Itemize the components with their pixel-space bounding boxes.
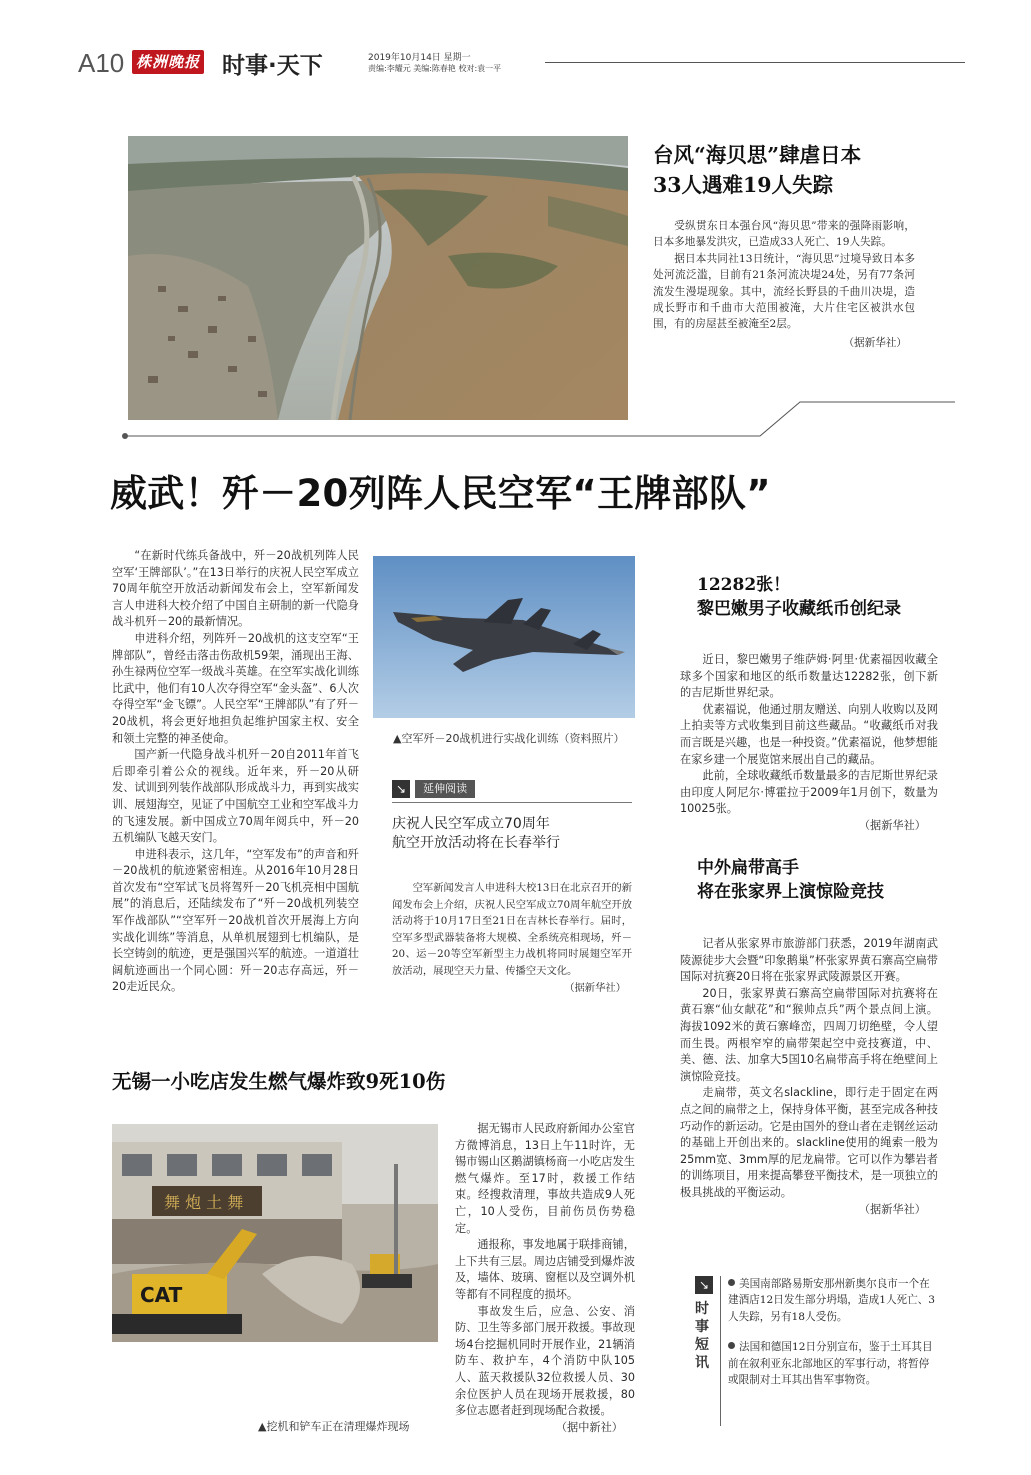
wuxi-paragraph: 据无锡市人民政府新闻办公室官方微博消息，13日上午11时许，无锡市锡山区鹅湖镇杨商一小吃店发生燃气爆炸。至17时，救援工作结束。经搜救清理，事故共造成9人死亡，10人受伤，目前伤员伤势稳定。 (455, 1122, 635, 1235)
slackline-paragraph: 记者从张家界市旅游部门获悉，2019年湖南武陵源徒步大会暨“印象鹅巢”杯张家界黄石寨高空扁带国际对抗赛20日将在张家界武陵源景区开赛。 (680, 937, 938, 984)
wuxi-paragraph: 通报称，事发地属于联排商铺，上下共有三层。周边店铺受到爆炸波及，墙体、玻璃、窗框以及空调外机等都有不同程度的损坏。 (455, 1238, 635, 1301)
page-header (0, 0, 1031, 80)
slackline-title (697, 856, 884, 904)
j20-paragraph: 申进科介绍，列阵歼－20战机的这支空军“王牌部队”，曾经击落击伤敌机59架，涌现出王海、孙生禄两位空军一级战斗英雄。在空军实战化训练比武中，他们有10人次夺得空军“金头盔”、6人次夺得空军“金飞镖”。人民空军“王牌部队”有了歼－20战机，将会更好地担负起维护国家主权、安全和领土完整的神圣使命。 (112, 631, 359, 745)
typhoon-title-line2: 33人遇难19人失踪 (653, 173, 834, 197)
bullet-icon (728, 1279, 735, 1286)
divider-line (120, 398, 960, 442)
typhoon-source: （据新华社） (843, 336, 907, 349)
slackline-title-line2: 将在张家界上演惊险竞技 (697, 882, 884, 902)
extended-title-line2: 航空开放活动将在长春举行 (392, 835, 560, 851)
header-date: 2019年10月14日 星期一 (368, 53, 471, 63)
extended-source: （据新华社） (564, 981, 626, 994)
j20-headline: 威武！歼－20列阵人民空军“王牌部队” (110, 472, 771, 515)
slackline-paragraph: 20日，张家界黄石寨高空扁带国际对抗赛将在黄石寨“仙女献花”和“猴帅点兵”两个景点间上演。海拔1092米的黄石寨峰峦，四周刀切绝壁，令人望而生畏。两根窄窄的扁带架起空中竞技赛道，中、美、德、法、加拿大5国10名扁带高手将在绝壁间上演惊险竞技。 (680, 986, 938, 1083)
wuxi-source: （据中新社） (555, 1420, 623, 1434)
typhoon-article (653, 218, 915, 351)
briefs-list (728, 1276, 938, 1388)
briefs-label: 时事短讯 (695, 1301, 709, 1371)
j20-paragraph: “在新时代练兵备战中，歼－20战机列阵人民空军‘王牌部队’。”在13日举行的庆祝人民空军成立70周年航空开放活动新闻发布会上，空军新闻发言人申进科大校介绍了中国自主研制的新一代隐身战斗机歼－20的最新情况。 (112, 549, 359, 629)
paper-logo (132, 50, 204, 74)
banknote-source: （据新华社） (858, 818, 926, 832)
j20-photo (373, 556, 635, 718)
extended-label: 延伸阅读 (415, 780, 475, 798)
typhoon-title (653, 140, 861, 200)
brief-text: 美国南部路易斯安那州新奥尔良市一个在建酒店12日发生部分坍塌，造成1人死亡、3人失踪，另有18人受伤。 (728, 1278, 936, 1323)
slackline-title-line1: 中外扁带高手 (697, 858, 799, 878)
wuxi-paragraph: 事故发生后，应急、公安、消防、卫生等多部门展开救援。事故现场4台挖掘机同时开展作业，21辆消防车、救护车，4个消防中队105人、蓝天救援队32位救援人员、30余位医护人员在现场开展救援，80多位志愿者赶到现场配合救援。 (455, 1304, 635, 1418)
slackline-paragraph: 走扁带，英文名slackline，即行走于固定在两点之间的扁带之上，保持身体平衡，甚至完成各种技巧动作的新运动。它是由国外的登山者在走钢丝运动的基础上开创出来的。slackline使用的绳索一般为25mm宽、3mm厚的尼龙扁带。它可以作为攀岩者的训练项目，用来提高攀登平衡技术，是一项独立的极具挑战的平衡运动。 (680, 1086, 938, 1199)
extended-reading-tag (392, 778, 475, 798)
wuxi-photo-caption: ▲挖机和铲车正在清理爆炸现场 (258, 1420, 410, 1433)
bullet-icon (728, 1342, 735, 1349)
banknote-title-line1: 12282张！ (697, 575, 791, 595)
extended-title (392, 815, 560, 853)
paper-logo-text: 株洲晚报 (135, 53, 200, 71)
explosion-scene-icon (112, 1124, 438, 1342)
typhoon-paragraph: 受纵贯东日本强台风“海贝思”带来的强降雨影响，日本多地暴发洪灾，已造成33人死亡、19人失踪。 (653, 220, 915, 249)
section-title: 时事·天下 (222, 53, 323, 79)
header-rule (545, 62, 965, 63)
briefs-label-box (695, 1276, 717, 1372)
brief-item (728, 1276, 938, 1325)
slackline-source: （据新华社） (858, 1202, 926, 1216)
extended-paragraph: 空军新闻发言人申进科大校13日在北京召开的新闻发布会上介绍，庆祝人民空军成立70周年航空开放活动将于10月17日至21日在吉林长春举行。届时，空军多型武器装备将大规模、全系统亮相现场，歼－20、运－20等空军新型主力战机将同时展翅空军开放活动，展现空天力量、传播空天文化。 (392, 882, 632, 977)
typhoon-paragraph: 据日本共同社13日统计，“海贝思”过境导致日本多处河流泛滥，目前有21条河流决堤24处，另有77条河流发生漫堤现象。其中，流经长野县的千曲川决堤，造成长野市和千曲市大范围被淹，大片住宅区被洪水包围，有的房屋甚至被淹至2层。 (653, 252, 915, 331)
briefs-divider (720, 1276, 721, 1426)
wuxi-headline: 无锡一小吃店发生燃气爆炸致9死10伤 (112, 1070, 446, 1093)
j20-fighter-icon (373, 556, 635, 718)
briefs-arrow-icon: ↘ (695, 1276, 713, 1294)
extended-rule (392, 802, 632, 803)
typhoon-title-line1: 台风“海贝思”肆虐日本 (653, 143, 862, 167)
header-editors: 责编:李耀元 美编:陈春艳 校对:袁一平 (368, 64, 502, 73)
banknote-paragraph: 此前，全球收藏纸币数量最多的吉尼斯世界纪录由印度人阿尼尔·博霍拉于2009年1月创下，数量为10025张。 (680, 769, 938, 816)
brief-text: 法国和德国12日分别宣布，鉴于土耳其目前在叙利亚东北部地区的军事行动，将暂停或限制对土耳其出售军事物资。 (728, 1341, 933, 1387)
banknote-article (680, 652, 938, 835)
j20-article (112, 548, 359, 996)
slackline-article (680, 936, 938, 1218)
wuxi-article (455, 1121, 635, 1436)
j20-photo-caption: ▲空军歼－20战机进行实战化训练（资料照片） (393, 732, 625, 745)
banknote-title (697, 573, 901, 621)
extended-arrow-icon: ↘ (392, 780, 410, 798)
flood-aerial-icon (128, 136, 628, 420)
banknote-paragraph: 近日，黎巴嫩男子维萨姆·阿里·优素福因收藏全球多个国家和地区的纸币数量达12282张，创下新的吉尼斯世界纪录。 (680, 653, 938, 700)
j20-paragraph: 申进科表示，这几年，“空军发布”的声音和歼－20战机的航迹紧密相连。从2016年10月28日首次发布“空军试飞员将驾歼－20飞机亮相中国航展”的消息后，还陆续发布了“歼－20战机列装空军作战部队”“空军歼－20战机首次开展海上方向实战化训练”等消息，从单机展翅到七机编队，是长空铸剑的航迹，更是强国兴军的航迹。一道道壮阔航迹画出一个同心圆：歼－20志存高远，歼－20走近民众。 (112, 847, 359, 994)
wuxi-photo (112, 1124, 438, 1342)
j20-paragraph: 国产新一代隐身战斗机歼－20自2011年首飞后即牵引着公众的视线。近年来，歼－20从研发、试训到列装作战部队形成战斗力，再到实战实训、展翅海空，见证了中国航空工业和空军战斗力的飞速发展。新中国成立70周年阅兵中，歼－20五机编队飞越天安门。 (112, 748, 359, 845)
page-number: A10 (78, 48, 125, 78)
banknote-title-line2: 黎巴嫩男子收藏纸币创纪录 (697, 599, 901, 619)
svg-text:CAT: CAT (140, 1283, 183, 1307)
svg-text:舞 炮 土 舞: 舞 炮 土 舞 (164, 1193, 244, 1212)
brief-item (728, 1339, 938, 1388)
banknote-paragraph: 优素福说，他通过朋友赠送、向别人收购以及网上拍卖等方式收集到目前这些藏品。“收藏纸币对我而言既是兴趣，也是一种投资。”优素福说，他梦想能在家乡建一个展览馆来展出自己的藏品。 (680, 702, 938, 766)
extended-article (392, 880, 632, 996)
extended-title-line1: 庆祝人民空军成立70周年 (392, 816, 550, 832)
flood-photo (128, 136, 628, 420)
